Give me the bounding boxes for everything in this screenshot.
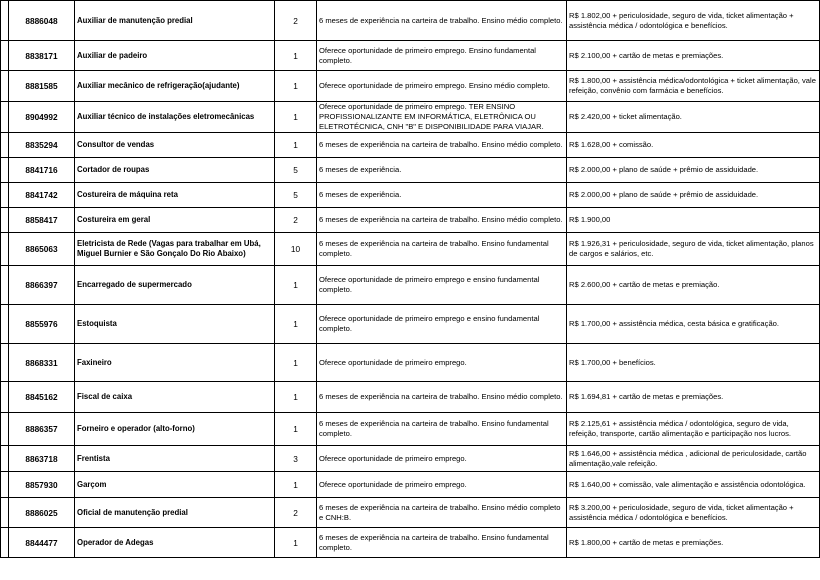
table-row (1, 413, 820, 446)
row-spacer-cell (1, 344, 9, 382)
job-title-cell: Auxiliar técnico de instalações eletromecânicas (75, 102, 275, 133)
requirements-cell: 6 meses de experiência na carteira de trabalho. Ensino fundamental completo. (317, 528, 567, 558)
row-spacer-cell (1, 158, 9, 183)
table-row (1, 183, 820, 208)
requirements-cell: Oferece oportunidade de primeiro emprego. (317, 344, 567, 382)
job-code-cell: 8835294 (9, 133, 75, 158)
job-code-cell: 8886048 (9, 1, 75, 41)
row-spacer-cell (1, 71, 9, 102)
job-openings-body (1, 1, 820, 558)
vacancies-count-cell: 10 (275, 233, 317, 266)
requirements-cell: 6 meses de experiência. (317, 158, 567, 183)
requirements-cell: 6 meses de experiência na carteira de trabalho. Ensino fundamental completo. (317, 233, 567, 266)
vacancies-count-cell: 5 (275, 158, 317, 183)
job-code-cell: 8841742 (9, 183, 75, 208)
salary-benefits-cell: R$ 2.125,61 + assistência médica / odontológica, seguro de vida, refeição, transporte, cartão alimentação e participação nos lucros. (567, 413, 820, 446)
table-row (1, 133, 820, 158)
requirements-cell: 6 meses de experiência na carteira de trabalho. Ensino médio completo. (317, 1, 567, 41)
job-code-cell: 8865063 (9, 233, 75, 266)
salary-benefits-cell: R$ 1.700,00 + assistência médica, cesta básica e gratificação. (567, 305, 820, 344)
salary-benefits-cell: R$ 1.694,81 + cartão de metas e premiações. (567, 382, 820, 413)
job-code-cell: 8855976 (9, 305, 75, 344)
job-code-cell: 8863718 (9, 446, 75, 472)
job-title-cell: Operador de Adegas (75, 528, 275, 558)
salary-benefits-cell: R$ 1.640,00 + comissão, vale alimentação e assistência odontológica. (567, 472, 820, 498)
requirements-cell: 6 meses de experiência na carteira de trabalho. Ensino médio completo. (317, 382, 567, 413)
job-code-cell: 8857930 (9, 472, 75, 498)
salary-benefits-cell: R$ 2.000,00 + plano de saúde + prêmio de assiduidade. (567, 183, 820, 208)
table-row (1, 446, 820, 472)
row-spacer-cell (1, 1, 9, 41)
requirements-cell: Oferece oportunidade de primeiro emprego. (317, 472, 567, 498)
table-row (1, 266, 820, 305)
vacancies-count-cell: 2 (275, 498, 317, 528)
vacancies-count-cell: 1 (275, 528, 317, 558)
row-spacer-cell (1, 233, 9, 266)
row-spacer-cell (1, 208, 9, 233)
row-spacer-cell (1, 413, 9, 446)
salary-benefits-cell: R$ 1.700,00 + benefícios. (567, 344, 820, 382)
vacancies-count-cell: 1 (275, 71, 317, 102)
job-code-cell: 8886025 (9, 498, 75, 528)
requirements-cell: 6 meses de experiência na carteira de trabalho. Ensino médio completo. (317, 208, 567, 233)
salary-benefits-cell: R$ 1.900,00 (567, 208, 820, 233)
vacancies-count-cell: 3 (275, 446, 317, 472)
table-row (1, 71, 820, 102)
job-title-cell: Frentista (75, 446, 275, 472)
job-title-cell: Garçom (75, 472, 275, 498)
salary-benefits-cell: R$ 3.200,00 + periculosidade, seguro de vida, ticket alimentação + assistência médica / odontológica e benefícios. (567, 498, 820, 528)
table-row (1, 1, 820, 41)
table-row (1, 382, 820, 413)
table-row (1, 498, 820, 528)
vacancies-count-cell: 5 (275, 183, 317, 208)
vacancies-count-cell: 1 (275, 266, 317, 305)
vacancies-count-cell: 1 (275, 344, 317, 382)
table-row (1, 41, 820, 71)
job-title-cell: Auxiliar de padeiro (75, 41, 275, 71)
salary-benefits-cell: R$ 2.000,00 + plano de saúde + prêmio de assiduidade. (567, 158, 820, 183)
row-spacer-cell (1, 446, 9, 472)
job-title-cell: Encarregado de supermercado (75, 266, 275, 305)
salary-benefits-cell: R$ 1.628,00 + comissão. (567, 133, 820, 158)
vacancies-count-cell: 1 (275, 413, 317, 446)
row-spacer-cell (1, 102, 9, 133)
job-title-cell: Oficial de manutenção predial (75, 498, 275, 528)
job-code-cell: 8904992 (9, 102, 75, 133)
salary-benefits-cell: R$ 2.100,00 + cartão de metas e premiações. (567, 41, 820, 71)
job-code-cell: 8886357 (9, 413, 75, 446)
job-title-cell: Cortador de roupas (75, 158, 275, 183)
table-row (1, 528, 820, 558)
vacancies-count-cell: 1 (275, 305, 317, 344)
requirements-cell: 6 meses de experiência na carteira de trabalho. Ensino médio completo. (317, 133, 567, 158)
row-spacer-cell (1, 183, 9, 208)
job-title-cell: Auxiliar de manutenção predial (75, 1, 275, 41)
table-row (1, 472, 820, 498)
vacancies-count-cell: 2 (275, 208, 317, 233)
salary-benefits-cell: R$ 1.646,00 + assistência médica , adicional de periculosidade, cartão alimentação,vale refeição. (567, 446, 820, 472)
job-title-cell: Costureira de máquina reta (75, 183, 275, 208)
job-code-cell: 8866397 (9, 266, 75, 305)
job-code-cell: 8858417 (9, 208, 75, 233)
requirements-cell: Oferece oportunidade de primeiro emprego. (317, 446, 567, 472)
row-spacer-cell (1, 528, 9, 558)
table-row (1, 305, 820, 344)
salary-benefits-cell: R$ 2.600,00 + cartão de metas e premiação. (567, 266, 820, 305)
requirements-cell: Oferece oportunidade de primeiro emprego e ensino fundamental completo. (317, 266, 567, 305)
requirements-cell: 6 meses de experiência na carteira de trabalho. Ensino fundamental completo. (317, 413, 567, 446)
job-code-cell: 8868331 (9, 344, 75, 382)
requirements-cell: 6 meses de experiência. (317, 183, 567, 208)
table-row (1, 102, 820, 133)
vacancies-count-cell: 2 (275, 1, 317, 41)
vacancies-count-cell: 1 (275, 133, 317, 158)
vacancies-count-cell: 1 (275, 102, 317, 133)
job-title-cell: Consultor de vendas (75, 133, 275, 158)
requirements-cell: Oferece oportunidade de primeiro emprego. Ensino médio completo. (317, 71, 567, 102)
requirements-cell: Oferece oportunidade de primeiro emprego. TER ENSINO PROFISSIONALIZANTE EM INFORMÁTICA, ELETRÔNICA OU ELETROTÉCNICA, CNH "B" E DISPONIBILIDADE PARA VIAJAR. (317, 102, 567, 133)
salary-benefits-cell: R$ 1.800,00 + assistência médica/odontológica + ticket alimentação, vale refeição, convênio com farmácia e benefícios. (567, 71, 820, 102)
job-title-cell: Forneiro e operador (alto-forno) (75, 413, 275, 446)
requirements-cell: Oferece oportunidade de primeiro emprego e ensino fundamental completo. (317, 305, 567, 344)
salary-benefits-cell: R$ 1.800,00 + cartão de metas e premiações. (567, 528, 820, 558)
job-code-cell: 8845162 (9, 382, 75, 413)
salary-benefits-cell: R$ 2.420,00 + ticket alimentação. (567, 102, 820, 133)
table-row (1, 158, 820, 183)
job-code-cell: 8844477 (9, 528, 75, 558)
row-spacer-cell (1, 498, 9, 528)
row-spacer-cell (1, 305, 9, 344)
row-spacer-cell (1, 382, 9, 413)
job-title-cell: Fiscal de caixa (75, 382, 275, 413)
job-title-cell: Auxiliar mecânico de refrigeração(ajudante) (75, 71, 275, 102)
row-spacer-cell (1, 266, 9, 305)
job-code-cell: 8881585 (9, 71, 75, 102)
vacancies-count-cell: 1 (275, 472, 317, 498)
row-spacer-cell (1, 133, 9, 158)
requirements-cell: Oferece oportunidade de primeiro emprego. Ensino fundamental completo. (317, 41, 567, 71)
job-title-cell: Costureira em geral (75, 208, 275, 233)
row-spacer-cell (1, 41, 9, 71)
row-spacer-cell (1, 472, 9, 498)
table-row (1, 208, 820, 233)
job-code-cell: 8841716 (9, 158, 75, 183)
table-row (1, 344, 820, 382)
salary-benefits-cell: R$ 1.926,31 + periculosidade, seguro de vida, ticket alimentação, planos de cargos e salários, etc. (567, 233, 820, 266)
salary-benefits-cell: R$ 1.802,00 + periculosidade, seguro de vida, ticket alimentação + assistência médica / odontológica e benefícios. (567, 1, 820, 41)
table-row (1, 233, 820, 266)
vacancies-count-cell: 1 (275, 41, 317, 71)
job-title-cell: Faxineiro (75, 344, 275, 382)
job-title-cell: Estoquista (75, 305, 275, 344)
job-code-cell: 8838171 (9, 41, 75, 71)
vacancies-count-cell: 1 (275, 382, 317, 413)
job-title-cell: Eletricista de Rede (Vagas para trabalhar em Ubá, Miguel Burnier e São Gonçalo Do Rio Abaixo) (75, 233, 275, 266)
requirements-cell: 6 meses de experiência na carteira de trabalho. Ensino médio completo e CNH:B. (317, 498, 567, 528)
